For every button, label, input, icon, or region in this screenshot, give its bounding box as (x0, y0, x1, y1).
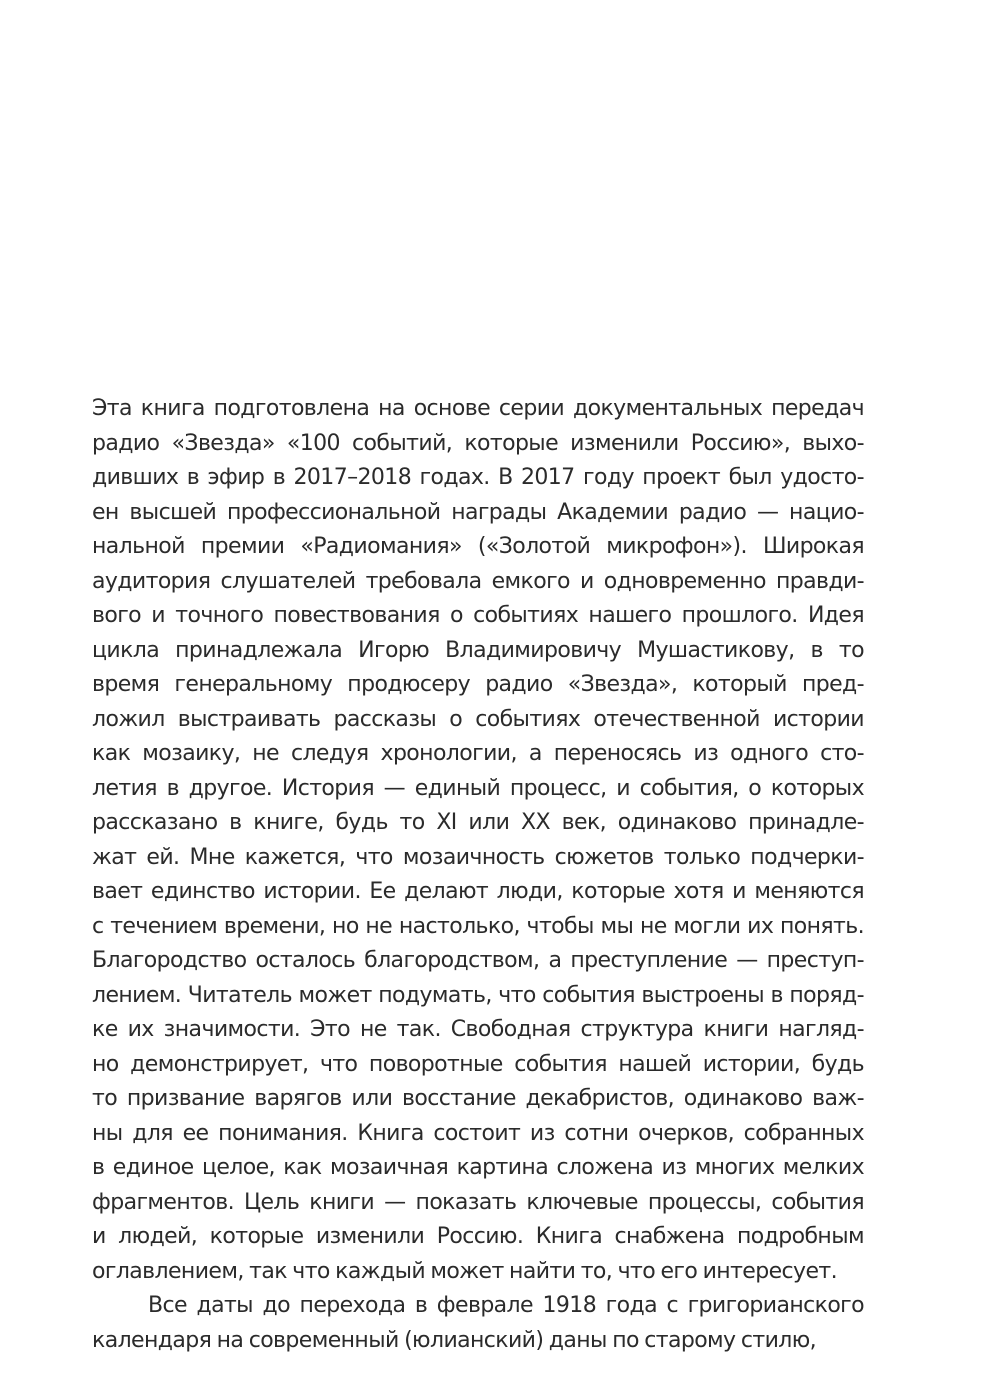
text-line: как мозаику, не следуя хронологии, а переносясь из одного сто- (92, 741, 864, 766)
text-line: фрагментов. Цель книги — показать ключевые процессы, события (92, 1189, 864, 1215)
text-line: время генеральному продюсеру радио «Звезда», который пред- (92, 672, 864, 697)
text-line: летия в другое. История — единый процесс, и события, о которых (92, 775, 864, 801)
text-line: вает единство истории. Ее делают люди, которые хотя и меняются (92, 879, 864, 904)
text-line: Эта книга подготовлена на основе серии документальных передач (92, 396, 864, 421)
text-line: Все даты до перехода в феврале 1918 года с григорианского (148, 1293, 864, 1318)
text-line: вого и точного повествования о событиях нашего прошлого. Идея (92, 603, 864, 628)
text-line: лением. Читатель может подумать, что события выстроены в поряд- (92, 982, 864, 1008)
paragraph (92, 392, 864, 1289)
text-line: аудитория слушателей требовала емкого и одновременно правди- (92, 568, 864, 594)
text-line: оглавлением, так что каждый может найти то, что его интересует. (92, 1258, 837, 1284)
text-line: цикла принадлежала Игорю Владимировичу Мушастикову, в то (92, 637, 864, 663)
text-line: но демонстрирует, что поворотные события нашей истории, будь (92, 1051, 864, 1077)
body-text (92, 392, 864, 1358)
paragraph (92, 1289, 864, 1358)
text-line: нальной премии «Радиомания» («Золотой микрофон»). Широкая (92, 534, 864, 559)
text-line: ложил выстраивать рассказы о событиях отечественной истории (92, 706, 864, 732)
text-line: то призвание варягов или восстание декабристов, одинаково важ- (92, 1086, 864, 1111)
text-line: календаря на современный (юлианский) даны по старому стилю, (92, 1327, 817, 1353)
text-line: радио «Звезда» «100 событий, которые изменили Россию», выхо- (92, 430, 864, 456)
text-line: в единое целое, как мозаичная картина сложена из многих мелких (92, 1155, 864, 1180)
text-line: жат ей. Мне кажется, что мозаичность сюжетов только подчерки- (92, 844, 864, 870)
text-line: ке их значимости. Это не так. Свободная структура книги нагляд- (92, 1017, 864, 1042)
text-line: дивших в эфир в 2017–2018 годах. В 2017 году проект был удосто- (92, 465, 864, 490)
text-line: с течением времени, но не настолько, чтобы мы не могли их понять. (92, 913, 864, 939)
text-line: ны для ее понимания. Книга состоит из сотни очерков, собранных (92, 1120, 864, 1146)
text-line: Благородство осталось благородством, а преступление — преступ- (92, 948, 864, 973)
text-line: и людей, которые изменили Россию. Книга снабжена подробным (92, 1224, 864, 1249)
text-line: ен высшей профессиональной награды Академии радио — нацио- (92, 499, 864, 525)
text-line: рассказано в книге, будь то XI или XX век, одинаково принадле- (92, 810, 864, 835)
